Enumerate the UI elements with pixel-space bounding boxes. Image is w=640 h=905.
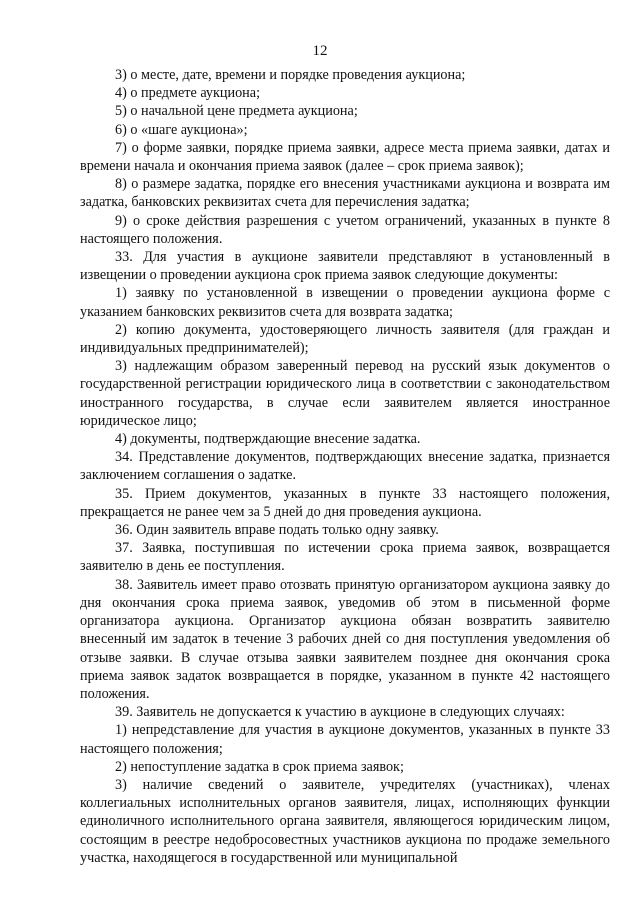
paragraph: 37. Заявка, поступившая по истечении срока приема заявок, возвращается заявителю в день ее поступления. — [80, 540, 610, 575]
paragraph: 5) о начальной цене предмета аукциона; — [115, 103, 358, 120]
paragraph: 1) непредставление для участия в аукционе документов, указанных в пункте 33 настоящего положения; — [80, 722, 610, 757]
paragraph: 35. Прием документов, указанных в пункте 33 настоящего положения, прекращается не ранее чем за 5 дней до дня проведения аукциона. — [80, 485, 610, 520]
paragraph: 34. Представление документов, подтверждающих внесение задатка, признается заключением соглашения о задатке. — [80, 449, 610, 484]
paragraph: 38. Заявитель имеет право отозвать принятую организатором аукциона заявку до дня окончания срока приема заявок, уведомив об этом в письменной форме организатора аукциона. Организатор аукциона обязан возвратить заявителю внесенный им задаток в течение 3 рабочих дней со дня поступления уведомления об отзыве заявки. В случае отзыва заявки заявителем позднее дня окончания срока приема заявок задаток возвращается в порядке, указанном в пункте 42 настоящего положения. — [80, 576, 610, 702]
paragraph: 3) наличие сведений о заявителе, учредителях (участниках), членах коллегиальных исполнительных органов заявителя, лицах, исполняющих функции единоличного исполнительного органа заявителя, являющегося юридическим лицом, состоящим в реестре недобросовестных участников аукциона по продаже земельного участка, находящегося в государственной или муниципальной — [80, 776, 610, 866]
paragraph: 6) о «шаге аукциона»; — [115, 121, 248, 138]
paragraph: 33. Для участия в аукционе заявители представляют в установленный в извещении о проведении аукциона срок приема заявок следующие документы: — [80, 249, 610, 284]
paragraph: 39. Заявитель не допускается к участию в аукционе в следующих случаях: — [115, 704, 565, 721]
paragraph: 3) надлежащим образом заверенный перевод на русский язык документов о государственной регистрации юридического лица в соответствии с законодательством иностранного государства, в случае если заявителем является иностранное юридическое лицо; — [80, 358, 610, 429]
paragraph: 2) копию документа, удостоверяющего личность заявителя (для граждан и индивидуальных предпринимателей); — [80, 321, 610, 357]
paragraph: 4) документы, подтверждающие внесение задатка. — [115, 431, 421, 448]
paragraph: 1) заявку по установленной в извещении о проведении аукциона форме с указанием банковских реквизитов счета для возврата задатка; — [80, 285, 610, 320]
paragraph: 3) о месте, дате, времени и порядке проведения аукциона; — [115, 67, 466, 83]
paragraph: 7) о форме заявки, порядке приема заявки, адресе места приема заявки, датах и времени начала и окончания приема заявок (далее – срок приема заявок); — [80, 139, 610, 175]
paragraph: 4) о предмете аукциона; — [115, 85, 261, 102]
paragraph: 2) непоступление задатка в срок приема заявок; — [115, 758, 404, 775]
paragraph: 9) о сроке действия разрешения с учетом ограничений, указанных в пункте 8 настоящего положения. — [80, 212, 610, 247]
page-number: 12 — [312, 43, 328, 59]
document-body — [80, 66, 610, 867]
paragraph: 8) о размере задатка, порядке его внесения участниками аукциона и возврата им задатка, банковских реквизитах счета для перечисления задатка; — [80, 176, 610, 211]
paragraph: 36. Один заявитель вправе подать только одну заявку. — [115, 522, 439, 539]
